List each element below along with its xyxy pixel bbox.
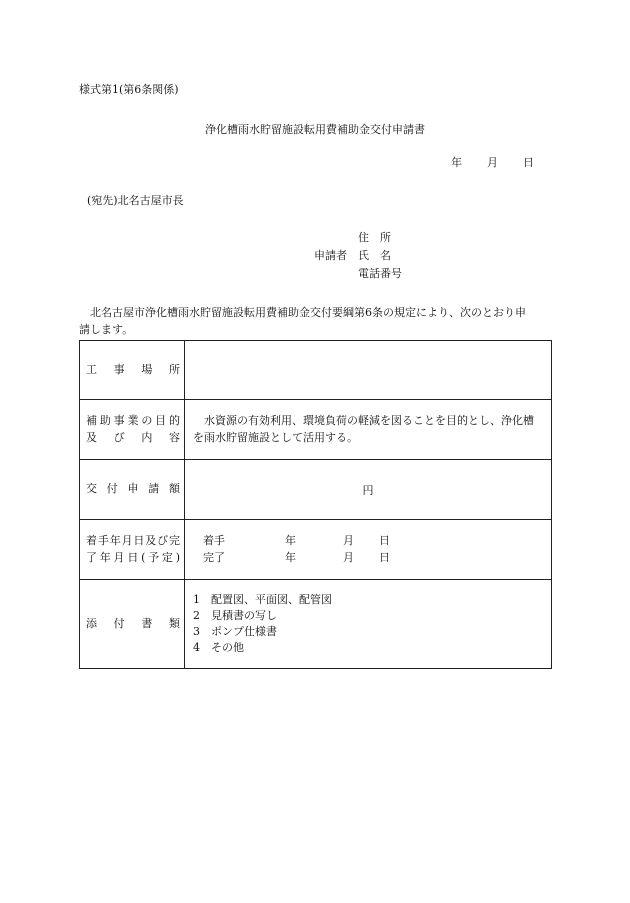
end-month[interactable]: 月 (343, 550, 354, 564)
purpose-text-line2: を雨水貯留施設として活用する。 (193, 430, 358, 444)
construction-site-value[interactable] (185, 341, 552, 400)
dates-value-cell (185, 520, 552, 580)
intro-text-line1: 北名古屋市浄化槽雨水貯留施設転用費補助金交付要綱第6条の規定により、次のとおり申 (90, 306, 526, 319)
row-attachments (80, 580, 552, 669)
purpose-label-cell (80, 400, 185, 460)
purpose-content (185, 400, 552, 460)
end-date-row (203, 550, 390, 567)
start-month[interactable]: 月 (343, 534, 354, 547)
attachment-item: 1 配置図、平面図、配管図 (193, 593, 332, 607)
date-year-label: 年 (451, 156, 462, 169)
amount-label-cell (80, 460, 185, 520)
amount-label: 交付申請額 (86, 482, 180, 496)
phone-label: 電話番号 (358, 267, 402, 280)
attachment-item: 3 ポンプ仕様書 (193, 625, 277, 638)
purpose-label-line2: 及び内容 (86, 430, 180, 444)
form-number: 様式第1(第6条関係) (79, 83, 179, 96)
address-label: 住 所 (358, 231, 391, 244)
name-label: 氏 名 (358, 249, 391, 262)
attachments-label: 添付書類 (86, 616, 180, 630)
end-day[interactable]: 日 (379, 550, 390, 564)
attachment-item: 4 その他 (193, 640, 244, 654)
date-day-label: 日 (523, 156, 534, 169)
attachments-label-cell (80, 580, 185, 669)
row-construction-site (80, 341, 552, 400)
end-year[interactable]: 年 (285, 550, 296, 564)
applicant-prefix: 申請者 (314, 249, 347, 262)
amount-unit: 円 (362, 483, 374, 497)
document-title: 浄化槽雨水貯留施設転用費補助金交付申請書 (205, 123, 425, 136)
construction-site-label: 工事場所 (86, 362, 180, 376)
start-date-row (203, 533, 390, 550)
start-label: 着手 (203, 534, 225, 547)
dates-label-line2: 了年月日(予定) (86, 550, 180, 564)
dates-label-line1: 着手年月日及び完 (86, 534, 180, 547)
row-amount (80, 460, 552, 520)
amount-value-cell[interactable] (185, 460, 552, 520)
dates-grid (203, 533, 390, 566)
purpose-text-line1: 水資源の有効利用、環境負荷の軽減を図ることを目的とし、浄化槽 (204, 414, 534, 427)
attachment-item: 2 見積書の写し (193, 609, 277, 623)
application-table (79, 340, 552, 669)
intro-text-line2: 請します。 (79, 323, 134, 336)
construction-site-label-cell (80, 341, 185, 400)
start-year[interactable]: 年 (285, 534, 296, 547)
date-month-label: 月 (487, 156, 498, 169)
end-label: 完了 (203, 550, 225, 564)
start-day[interactable]: 日 (379, 534, 390, 547)
attachments-list (185, 580, 552, 669)
row-dates (80, 520, 552, 580)
dates-label-cell (80, 520, 185, 580)
addressee: (宛先)北名古屋市長 (87, 194, 184, 207)
row-purpose (80, 400, 552, 460)
purpose-label-line1: 補助事業の目的 (86, 414, 180, 427)
